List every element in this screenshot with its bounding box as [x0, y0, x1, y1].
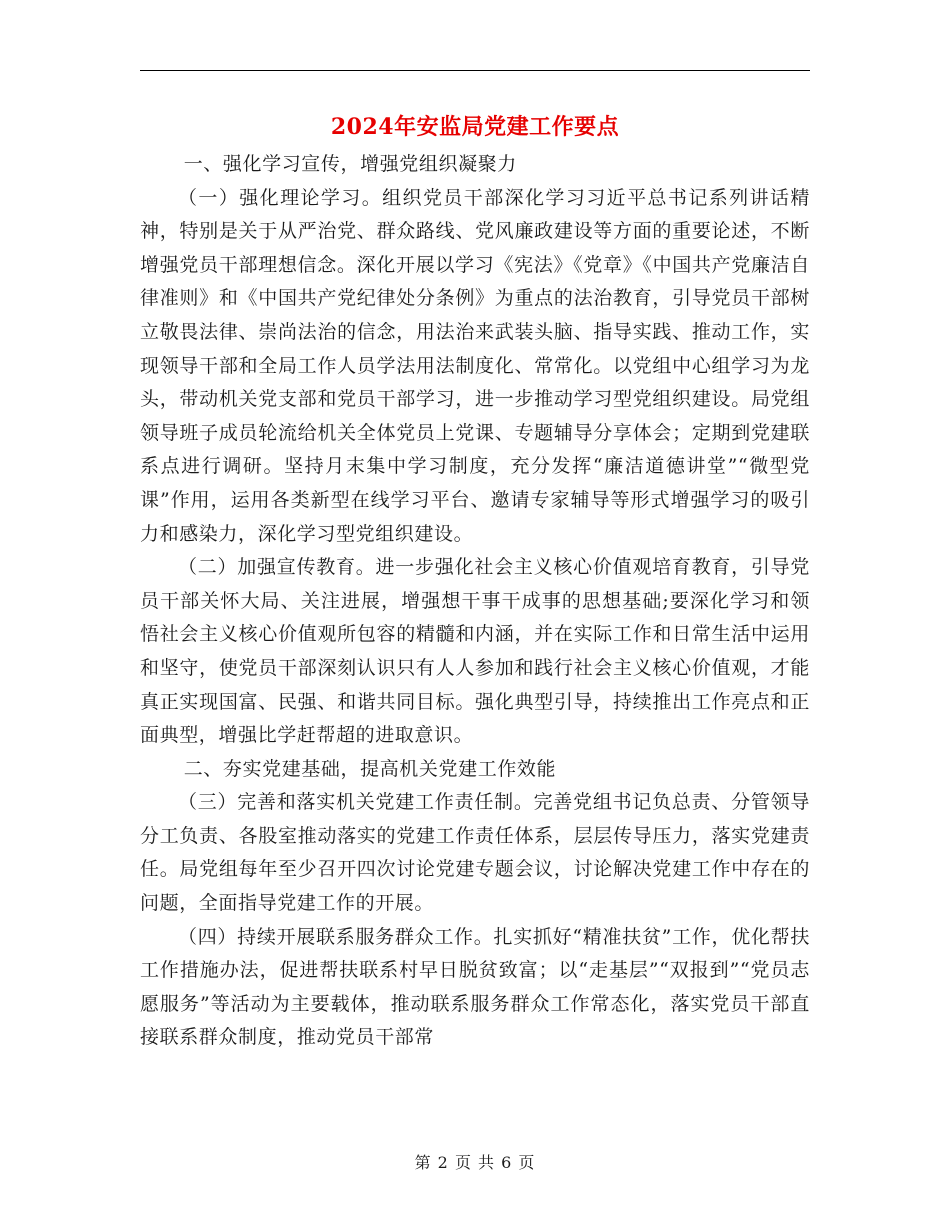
paragraph-serve-masses: （四）持续开展联系服务群众工作。扎实抓好“精准扶贫”工作，优化帮扶工作措施办法，促进帮扶联系村早日脱贫致富；以“走基层”“双报到”“党员志愿服务”等活动为主要载体，推动联系服务群众工作常态化，落实党员干部直接联系群众制度，推动党员干部常 — [140, 925, 810, 1049]
paragraph-responsibility-system: （三）完善和落实机关党建工作责任制。完善党组书记负总责、分管领导分工负责、各股室推动落实的党建工作责任体系，层层传导压力，落实党建责任。局党组每年至少召开四次讨论党建专题会议，讨论解决党建工作中存在的问题，全面指导党建工作的开展。 — [140, 791, 810, 915]
section-heading-1: 一、强化学习宣传，增强党组织凝聚力 — [183, 153, 517, 175]
paragraph-theory-study: （一）强化理论学习。组织党员干部深化学习习近平总书记系列讲话精神，特别是关于从严治党、群众路线、党风廉政建设等方面的重要论述，不断增强党员干部理想信念。深化开展以学习《宪法》《党章》《中国共产党廉洁自律准则》和《中国共产党纪律处分条例》为重点的法治教育，引导党员干部树立敬畏法律、崇尚法治的信念，用法治来武装头脑、指导实践、推动工作，实现领导干部和全局工作人员学法用法制度化、常常化。以党组中心组学习为龙头，带动机关党支部和党员干部学习，进一步推动学习型党组织建设。局党组领导班子成员轮流给机关全体党员上党课、专题辅导分享体会；定期到党建联系点进行调研。坚持月末集中学习制度，充分发挥“廉洁道德讲堂”“微型党课”作用，运用各类新型在线学习平台、邀请专家辅导等形式增强学习的吸引力和感染力，深化学习型党组织建设。 — [140, 186, 810, 545]
page-number-footer: 第 2 页 共 6 页 — [414, 1153, 536, 1172]
section-heading-2: 二、夯实党建基础，提高机关党建工作效能 — [183, 757, 557, 780]
document-body — [140, 148, 810, 1055]
paragraph-publicity-education: （二）加强宣传教育。进一步强化社会主义核心价值观培育教育，引导党员干部关怀大局、关注进展，增强想干事干成事的思想基础;要深化学习和领悟社会主义核心价值观所包容的精髓和内涵，并在实际工作和日常生活中运用和坚守，使党员干部深刻认识只有人人参加和践行社会主义核心价值观，才能真正实现国富、民强、和谐共同目标。强化典型引导，持续推出工作亮点和正面典型，增强比学赶帮超的进取意识。 — [140, 556, 810, 747]
document-title: 2024年安监局党建工作要点 — [330, 114, 620, 140]
header-rule — [140, 70, 810, 71]
